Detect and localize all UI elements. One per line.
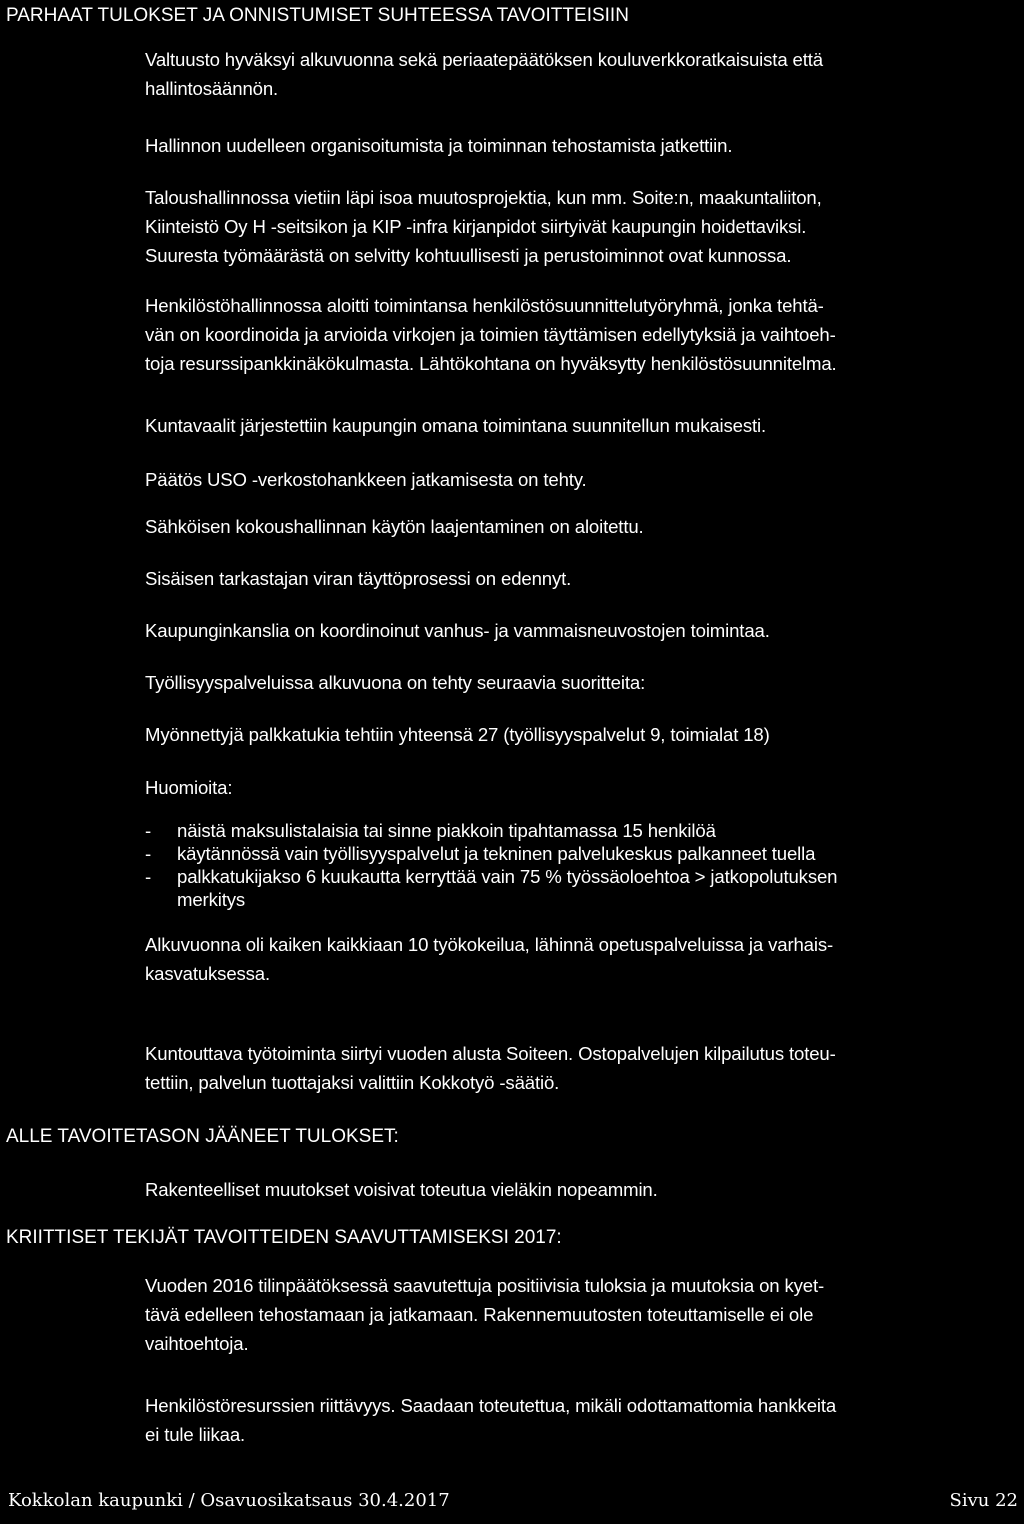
text-line: Alkuvuonna oli kaiken kaikkiaan 10 työkokeilua, lähinnä opetuspalveluissa ja varhais- [145,934,834,955]
text-line: Hallinnon uudelleen organisoitumista ja toiminnan tehostamista jatkettiin. [145,135,733,156]
text-line: Päätös USO -verkostohankkeen jatkamisesta on tehty. [145,469,587,490]
text-line: kasvatuksessa. [145,963,271,984]
dash-bullet: - [145,820,152,841]
text-line: näistä maksulistalaisia tai sinne piakkoin tipahtamassa 15 henkilöä [177,820,716,841]
text-line: ei tule liikaa. [145,1424,246,1445]
paragraph-internal-auditor [145,564,1021,593]
text-line: Taloushallinnossa vietiin läpi isoa muutosprojektia, kun mm. Soite:n, maakuntaliiton, [145,187,822,208]
paragraph-personnel-resources [145,1391,1021,1449]
text-line: Kiinteistö Oy H -seitsikon ja KIP -infra kirjanpidot siirtyivät kaupungin hoidettaviksi. [145,216,807,237]
text-line: Kaupunginkanslia on koordinoinut vanhus- ja vammaisneuvostojen toimintaa. [145,620,770,641]
text-line: Sisäisen tarkastajan viran täyttöprosessi on edennyt. [145,568,572,589]
paragraph-rehabilitative-work [145,1039,1021,1097]
text-line: Myönnettyjä palkkatukia tehtiin yhteensä 27 (työllisyyspalvelut 9, toimialat 18) [145,724,770,745]
paragraph-employment-services [145,668,1021,697]
text-line: Vuoden 2016 tilinpäätöksessä saavutettuja positiivisia tuloksia ja muutoksia on kyet- [145,1275,825,1296]
text-line: Sähköisen kokoushallinnan käytön laajentaminen on aloitettu. [145,516,644,537]
text-line: hallintosäännön. [145,78,279,99]
paragraph-administration [145,131,1021,160]
text-line: palkkatukijakso 6 kuukautta kerryttää vain 75 % työssäoloehtoa > jatkopolutuksen [177,866,838,887]
text-line: Henkilöstöresurssien riittävyys. Saadaan toteutettua, mikäli odottamattomia hankkeita [145,1395,837,1416]
paragraph-work-trials [145,930,1021,988]
paragraph-financial-administration [145,183,1021,270]
text-line: Kuntavaalit järjestettiin kaupungin omana toimintana suunnitellun mukaisesti. [145,415,767,436]
paragraph-2016-results [145,1271,1021,1358]
text-line: käytännössä vain työllisyyspalvelut ja tekninen palvelukeskus palkanneet tuella [177,843,816,864]
footer-page-number: Sivu 22 [949,1490,1018,1511]
list-item [145,865,1024,911]
dash-bullet: - [145,866,152,887]
text-line: Kuntouttava työtoiminta siirtyi vuoden alusta Soiteen. Ostopalvelujen kilpailutus toteu- [145,1043,836,1064]
text-line: toja resurssipankkinäkökulmasta. Lähtökohtana on hyväksytty henkilöstösuunnitelma. [145,353,837,374]
text-line: Valtuusto hyväksyi alkuvuonna sekä periaatepäätöksen kouluverkkoratkaisuista että [145,49,823,70]
observations-list [145,819,1024,911]
paragraph-council-decisions [145,45,1021,103]
text-line: Rakenteelliset muutokset voisivat toteutua vieläkin nopeammin. [145,1179,658,1200]
text-line: Työllisyyspalveluissa alkuvuona on tehty seuraavia suoritteita: [145,672,646,693]
text-line: tettiin, palvelun tuottajaksi valittiin Kokkotyö -säätiö. [145,1072,560,1093]
list-item [145,842,1024,865]
footer-document-title: Kokkolan kaupunki / Osavuosikatsaus 30.4.2017 [8,1490,450,1511]
list-item [145,819,1024,842]
text-line: tävä edelleen tehostamaan ja jatkamaan. Rakennemuutosten toteuttamiselle ei ole [145,1304,814,1325]
paragraph-chancellery [145,616,1021,645]
text-line: vän on koordinoida ja arvioida virkojen ja toimien täyttämisen edellytyksiä ja vaihtoeh- [145,324,836,345]
text-line: Huomioita: [145,777,233,798]
paragraph-observations-label [145,773,1021,802]
text-line: merkitys [177,889,246,910]
paragraph-structural-changes [145,1175,1021,1204]
paragraph-municipal-elections [145,411,1021,440]
section-heading-best-results: PARHAAT TULOKSET JA ONNISTUMISET SUHTEESSA TAVOITTEISIIN [6,5,629,26]
text-line: Henkilöstöhallinnossa aloitti toimintansa henkilöstösuunnittelutyöryhmä, jonka tehtä- [145,295,824,316]
dash-bullet: - [145,843,152,864]
text-line: Suuresta työmäärästä on selvitty kohtuullisesti ja perustoiminnot ovat kunnossa. [145,245,792,266]
section-heading-below-target: ALLE TAVOITETASON JÄÄNEET TULOKSET: [6,1126,399,1147]
paragraph-wage-subsidies [145,720,1021,749]
text-line: vaihtoehtoja. [145,1333,249,1354]
paragraph-personnel-administration [145,291,1021,378]
paragraph-uso-decision [145,465,1021,494]
paragraph-electronic-meetings [145,512,1021,541]
section-heading-critical-factors: KRIITTISET TEKIJÄT TAVOITTEIDEN SAAVUTTAMISEKSI 2017: [6,1227,562,1248]
